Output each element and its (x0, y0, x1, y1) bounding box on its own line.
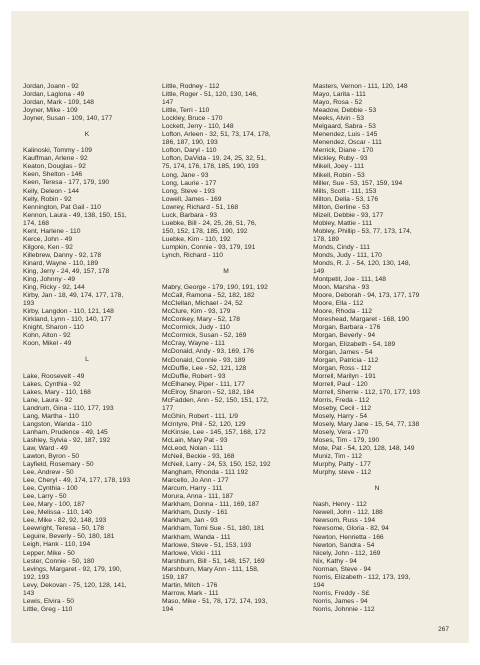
index-entry: Kauffman, Arlene - 92 (23, 155, 88, 163)
index-entry: Monds, R. J. - 54, 120, 130, 148, 149 (313, 260, 411, 276)
index-entry: Mizell, Debbie - 93, 177 (313, 211, 384, 219)
index-entry: Lee, Melissa - 110, 140 (23, 509, 93, 517)
index-entry: McDonald, Andy - 93, 169, 176 (162, 348, 254, 356)
index-entry: Lee, Mike - 82, 92, 148, 193 (23, 517, 107, 525)
index-entry: Mobley, Phillip - 53, 77, 173, 174, 178, 189 (313, 227, 412, 243)
index-entry: Marlowe, Steve - 51, 153, 193 (162, 541, 252, 549)
index-page (11, 11, 469, 643)
index-entry: Mosely, Vera - 170 (313, 429, 369, 437)
index-entry: Moses, Tim - 179, 190 (313, 437, 380, 445)
index-entry: Markham, Donna - 111, 169, 187 (162, 501, 260, 509)
index-entry: Mabry, George - 179, 190, 191, 192 (162, 284, 268, 292)
index-entry: McConkey, Mary - 52, 178 (162, 316, 240, 324)
index-entry: Leewright, Teresa - 50, 178 (23, 525, 104, 533)
index-entry: Landrum, Gina - 110, 177, 193 (23, 404, 114, 412)
index-entry: Jordan, Joann - 92 (23, 83, 79, 90)
index-entry: Nix, Kathy - 94 (313, 557, 357, 565)
index-entry: McCormick, Judy - 110 (162, 324, 230, 332)
index-entry: Lang, Martha - 110 (23, 412, 80, 420)
index-entry: Kalinoski, Tommy - 109 (23, 147, 93, 155)
index-entry: Kennington, Pat Gail - 110 (23, 203, 101, 211)
index-entry: Levy, Dekovan - 75, 120, 128, 141, 143 (23, 581, 127, 597)
index-entry: Kelly, Deleon - 144 (23, 187, 80, 195)
index-entry: Newell, John - 112, 188 (313, 509, 383, 517)
index-entry: Monds, Judy - 111, 170 (313, 251, 382, 259)
index-entry: Lee, Andrew - 50 (23, 469, 74, 477)
index-entry: Lanham, Prudence - 49, 145 (23, 428, 108, 436)
index-entry: Luck, Barbara - 93 (162, 211, 218, 219)
index-entry: McLeod, Nolan - 111 (162, 445, 224, 453)
index-entry: Lee, Larry - 50 (23, 493, 67, 501)
index-entry: Menendez, Oscar - 111 (313, 139, 382, 147)
index-entry: McNeil, Larry - 24, 53, 150, 152, 192 (162, 461, 271, 469)
section-letter-heading: M (223, 268, 229, 276)
index-entry: Lashley, Sylvia - 92, 187, 192 (23, 436, 111, 444)
index-entry: Killebrew, Danny - 92, 178 (23, 251, 102, 259)
index-entry: Marcello, Jo Ann - 177 (162, 477, 229, 485)
index-entry: King, Jerry - 24, 49, 157, 178 (23, 267, 110, 275)
index-entry: Newton, Sandra - 54 (313, 541, 375, 549)
index-entry: Mosely, Harry - 54 (313, 412, 368, 420)
index-entry: Norman, Steve - 94 (313, 565, 371, 573)
index-entry: Markham, Jan - 93 (162, 517, 218, 525)
index-entry: Mangham, Rhonda - 111 192 (162, 469, 249, 477)
section-letter-heading: N (374, 485, 380, 493)
index-entry: Leigh, Hank - 110, 194 (23, 541, 91, 549)
index-entry: Moore, Ella - 112 (313, 300, 364, 308)
index-entry: Kohn, Alton - 92 (23, 332, 71, 340)
index-entry: Morrell, Sherrie - 112, 170, 177, 193 (313, 388, 420, 396)
index-entry: Norris, Freddy - S£ (313, 589, 370, 597)
index-entry: Kelly, Robin - 92 (23, 195, 72, 203)
index-entry: Long, Jane - 93 (162, 171, 209, 179)
index-entry: Mills, Scott - 111, 153 (313, 187, 377, 195)
index-entry: Long, Laurie - 177 (162, 179, 217, 187)
index-entry: Norris, Elizabeth - 112, 173, 193, 194 (313, 573, 411, 589)
index-entry: Law, Ward - 49 (23, 444, 68, 452)
index-entry: Lofton, DaVida - 19, 24, 25, 32, 51, 75, 174, 176, 178, 185, 190, 193 (162, 155, 266, 171)
index-entry: Lawton, Byron - 50 (23, 452, 80, 460)
index-entry: Muniz, Tim - 112 (313, 453, 362, 461)
index-entry: Norris, Johnnie - 112 (313, 605, 375, 613)
index-entry: Luebke, Kim - 110, 192 (162, 235, 231, 243)
index-entry: Norris, James - 94 (313, 597, 368, 605)
index-entry: Lockley, Bruce - 170 (162, 115, 223, 123)
index-entry: McCormick, Susan - 52, 169 (162, 332, 247, 340)
index-entry: Newton, Henrietta - 166 (313, 533, 384, 541)
index-entry: Lofton, Daryl - 110 (162, 147, 217, 155)
index-entry: Menendez, Luis - 145 (313, 131, 378, 139)
index-entry: Kirby, Langdon - 110, 121, 148 (23, 308, 114, 316)
index-entry: Kinard, Wayne - 110, 189 (23, 259, 99, 267)
index-entry: Mikell, Robin - 53 (313, 171, 365, 179)
index-entry: Murphy, Patty - 177 (313, 461, 371, 469)
index-entry: Marlowe, Vicki - 111 (162, 549, 222, 557)
index-entry: Joyner, Mike - 109 (23, 107, 78, 115)
index-entry: Levings, Margaret - 92, 179, 190, 192, 193 (23, 565, 122, 581)
index-entry: Lumpkin, Connie - 93, 179, 191 (162, 243, 256, 251)
index-entry: Kilgore, Ken - 92 (23, 243, 73, 251)
index-entry: Lepper, Mike - 50 (23, 549, 75, 557)
index-entry: McKinsie, Lee - 145, 157, 168, 172 (162, 428, 266, 436)
index-column-3 (313, 83, 441, 614)
index-entry: Kent, Harlene - 110 (23, 227, 81, 235)
index-entry: Markham, Wanda - 111 (162, 533, 231, 541)
index-entry: Marcum, Harry - 111 (162, 485, 223, 493)
section-letter-heading: L (85, 356, 89, 364)
index-entry: Little, Greg - 110 (23, 605, 73, 613)
index-entry: Kerce, John - 49 (23, 235, 73, 243)
index-entry: Merrick, Diane - 170 (313, 147, 374, 155)
index-entry: Lofton, Arleen - 32, 51, 73, 174, 178, 186, 187, 190, 193 (162, 131, 271, 147)
index-entry: McLain, Mary Pat - 93 (162, 436, 228, 444)
index-entry: Moon, Marsha - 93 (313, 284, 370, 292)
index-entry: Morgan, Patricia - 112 (313, 356, 379, 364)
index-entry: McDonald, Connie - 93, 189 (162, 356, 246, 364)
index-entry: Jordan, Mark - 109, 148 (23, 99, 94, 107)
index-entry: Morris, Freda - 112 (313, 396, 370, 404)
index-entry: Marrow, Mark - 111 (162, 589, 219, 597)
index-entry: McClellan, Michael - 24, 52 (162, 300, 243, 308)
index-entry: Markham, Dusty - 161 (162, 509, 228, 517)
index-entry: Newsom, Russ - 194 (313, 517, 376, 525)
index-entry: McClure, Kim - 93, 179 (162, 308, 231, 316)
index-entry: Marshburn, Bill - 51, 148, 157, 169 (162, 557, 265, 565)
index-entry: Joyner, Susan - 109, 140, 177 (23, 115, 113, 123)
index-entry: Montpetit, Joe - 111, 148 (313, 276, 386, 284)
index-entry: Morrell, Paul - 120 (313, 380, 368, 388)
index-entry: Monds, Cindy - 111 (313, 243, 370, 251)
index-entry: Little, Rodney - 112 (162, 83, 220, 90)
index-entry: Long, Steve - 193 (162, 187, 215, 195)
index-entry: Jordan, Laglona - 49 (23, 91, 85, 99)
index-entry: Melgaard, Sabra - 53 (313, 123, 376, 131)
index-entry: Morrell, Marilyn - 191 (313, 372, 376, 380)
index-entry: Lockett, Jerry - 110, 148 (162, 123, 234, 131)
section-letter-heading: K (84, 131, 90, 139)
index-entry: Moreshead, Margaret - 168, 190 (313, 316, 409, 324)
index-entry: Martin, Mitch - 176 (162, 581, 218, 589)
index-entry: McIntyre, Phil - 52, 120, 129 (162, 420, 246, 428)
index-column-2 (162, 83, 290, 614)
index-entry: Lowrey, Richard - 51, 168 (162, 203, 239, 211)
index-entry: McCray, Wayne - 111 (162, 340, 225, 348)
index-column-1 (23, 83, 151, 614)
index-entry: Mickley, Ruby - 93 (313, 155, 368, 163)
index-entry: Mikell, Joey - 111 (313, 163, 365, 171)
index-entry: Mayo, Larita - 111 (313, 91, 366, 99)
index-entry: Marshburn, Mary Ann - 111, 158, 159, 187 (162, 565, 259, 581)
index-entry: Leguire, Beverly - 50, 180, 181 (23, 533, 115, 541)
index-entry: Markham, Tomi Sue - 51, 180, 181 (162, 525, 265, 533)
index-entry: Maso, Mike - 51, 78, 172, 174, 193, 194 (162, 597, 268, 613)
index-entry: Miller, Sue - 53, 157, 159, 194 (313, 179, 403, 187)
index-entry: Murphy, steve - 112 (313, 469, 372, 477)
index-entry: Mosely, Mary Jane - 15, 54, 77, 138 (313, 420, 420, 428)
index-entry: Milton, Della - 53, 176 (313, 195, 379, 203)
index-entry: Morgan, Elizabeth - 54, 189 (313, 340, 396, 348)
index-entry: Morura, Anna - 111, 187 (162, 493, 234, 501)
index-entry: Keen, Teresa - 177, 179, 190 (23, 179, 110, 187)
index-entry: Morgan, Barbara - 176 (313, 324, 381, 332)
index-entry: Moore, Deborah - 94, 173, 177, 179 (313, 292, 420, 300)
index-entry: McElhaney, Piper - 111, 177 (162, 380, 245, 388)
index-entry: Newsome, Gloria - 82, 94 (313, 525, 389, 533)
index-entry: McElroy, Sharon - 52, 182, 184 (162, 388, 255, 396)
index-entry: Lee, Cynthia - 100 (23, 485, 78, 493)
index-entry: Kirkland, Lynn - 110, 140, 177 (23, 316, 112, 324)
index-entry: Knight, Sharon - 110 (23, 324, 84, 332)
index-entry: Milton, Gerline - 53 (313, 203, 370, 211)
index-entry: Mobley, Mattie - 111 (313, 219, 373, 227)
index-entry: Lester, Connie - 50, 180 (23, 557, 95, 565)
index-entry: Moseby, Cecil - 112 (313, 404, 372, 412)
index-entry: Langston, Wanda - 110 (23, 420, 92, 428)
index-entry: Little, Roger - 51, 120, 130, 146, 147 (162, 91, 258, 107)
index-entry: Keen, Shelton - 146 (23, 171, 83, 179)
index-entry: Layfield, Rosemary - 50 (23, 461, 94, 469)
index-entry: Meeks, Alvin - 53 (313, 115, 364, 123)
index-entry: Nicely, John - 112, 169 (313, 549, 381, 557)
index-entry: Lewis, Elvira - 50 (23, 597, 74, 605)
index-entry: Meadow, Debbie - 53 (313, 107, 377, 115)
index-entry: Koon, Mikel - 49 (23, 340, 72, 348)
index-entry: Masters, Vernon - 111, 120, 148 (313, 83, 408, 90)
index-entry: Morgan, James - 54 (313, 348, 373, 356)
index-entry: Morgan, Ross - 112 (313, 364, 372, 372)
index-entry: Little, Terri - 110 (162, 107, 210, 115)
index-entry: Moore, Rhoda - 112 (313, 308, 372, 316)
index-entry: McDuffie, Robert - 93 (162, 372, 226, 380)
index-entry: Lee, Cheryl - 49, 174, 177, 178, 193 (23, 477, 131, 485)
index-entry: McFadden, Ann - 52, 150, 151, 172, 177 (162, 396, 269, 412)
index-entry: Lowell, James - 169 (162, 195, 222, 203)
index-entry: Morgan, Beverly - 94 (313, 332, 376, 340)
index-entry: McDuffie, Lee - 52, 121, 128 (162, 364, 247, 372)
index-entry: King, Ricky - 92, 144 (23, 284, 85, 292)
index-entry: Lakes, Mary - 110, 168 (23, 388, 91, 396)
index-entry: Lakes, Cynthia - 92 (23, 380, 81, 388)
index-entry: Kirby, Jan - 18, 49, 174, 177, 178, 193 (23, 292, 124, 308)
index-entry: Nash, Henry - 112 (313, 501, 367, 509)
index-entry: Keaton, Douglas - 92 (23, 163, 86, 171)
index-entry: King, Johnny - 49 (23, 276, 76, 284)
index-entry: McCall, Ramona - 52, 182, 182 (162, 292, 255, 300)
index-entry: Mote, Pat - 54, 120, 128, 148, 149 (313, 445, 415, 453)
index-entry: Luebke, Bill - 24, 25, 26, 51, 76, 150, 152, 178, 185, 190, 192 (162, 219, 257, 235)
index-entry: Lake, Roosevelt - 49 (23, 372, 85, 380)
index-entry: Lee, Mary - 100, 187 (23, 501, 85, 509)
index-entry: Lane, Laura - 92 (23, 396, 73, 404)
index-entry: McGhin, Robert - 111, 1/9 (162, 412, 238, 420)
index-entry: Mayo, Rosa - 52 (313, 99, 363, 107)
index-entry: Kennon, Laura - 49, 138, 150, 151, 174, 168 (23, 211, 127, 227)
page-number: 267 (438, 626, 449, 633)
index-entry: McNeil, Beckie - 93, 168 (162, 453, 235, 461)
index-entry: Lynch, Richard - 110 (162, 251, 223, 259)
